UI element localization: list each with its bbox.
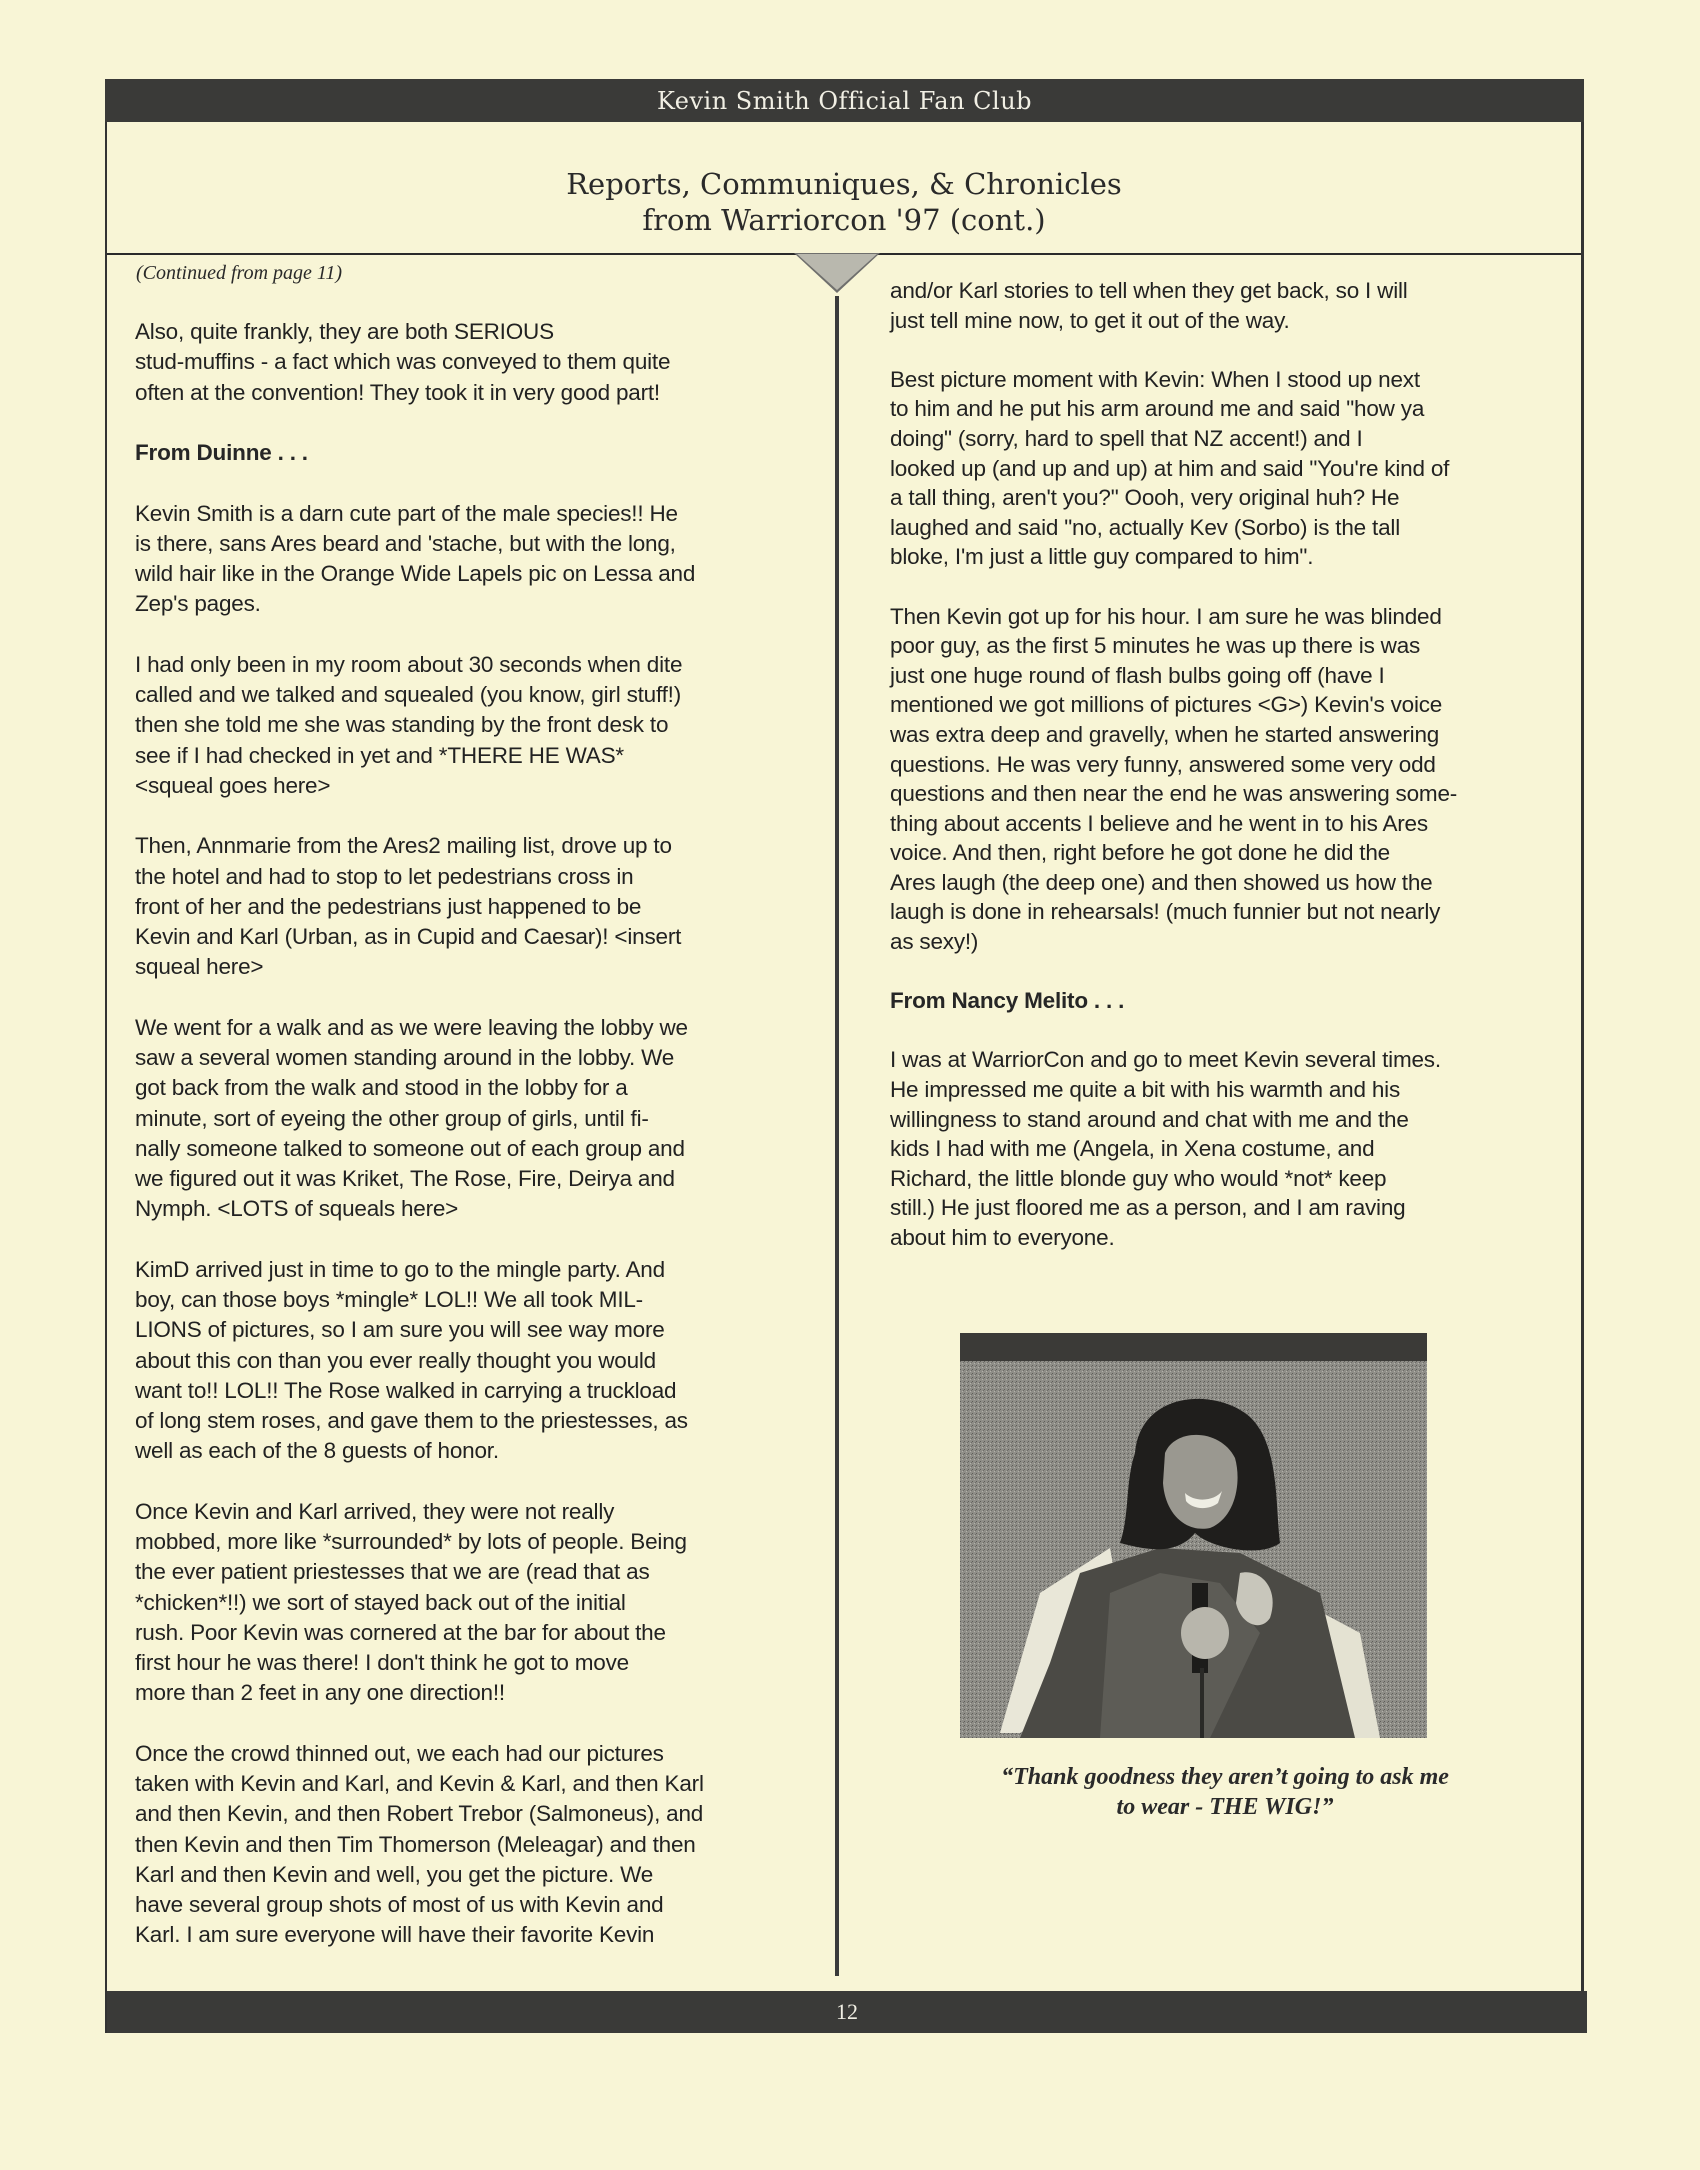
text-line: I was at WarriorCon and go to meet Kevin several times.: [890, 1047, 1441, 1073]
text-line: called and we talked and squealed (you know, girl stuff!): [135, 682, 682, 707]
text-line: questions and then near the end he was answering some-: [890, 781, 1458, 807]
text-line: minute, sort of eyeing the other group of girls, until fi-: [135, 1105, 649, 1131]
paragraph-break: [135, 1225, 815, 1255]
text-line: laugh is done in rehearsals! (much funnier but not nearly: [890, 899, 1441, 925]
text-line: <squeal goes here>: [135, 772, 331, 798]
text-line: Best picture moment with Kevin: When I stood up next: [890, 366, 1420, 392]
text-line: We went for a walk and as we were leaving the lobby we: [135, 1014, 688, 1040]
text-line: was extra deep and gravelly, when he started answering: [890, 721, 1440, 747]
text-line: a tall thing, aren't you?" Oooh, very original huh? He: [890, 485, 1400, 511]
text-line: mentioned we got millions of pictures <G>) Kevin's voice: [890, 692, 1443, 718]
text-line: want to!! LOL!! The Rose walked in carrying a truckload: [135, 1377, 677, 1403]
text-line: *chicken*!!) we sort of stayed back out of the initial: [135, 1589, 626, 1615]
text-line: more than 2 feet in any one direction!!: [135, 1680, 505, 1706]
paragraph-break: [135, 801, 815, 831]
text-line: to him and he put his arm around me and said "how ya: [890, 396, 1425, 422]
paragraph-break: [890, 572, 1570, 602]
text-line: often at the convention! They took it in very good part!: [135, 379, 660, 405]
text-line: squeal here>: [135, 954, 264, 980]
text-line: front of her and the pedestrians just happened to be: [135, 893, 642, 919]
header-bar: [105, 79, 1584, 122]
paragraph-break: [135, 468, 815, 498]
text-line: willingness to stand around and chat with me and the: [890, 1106, 1409, 1132]
article-subtitle: from Warriorcon '97 (cont.): [642, 203, 1046, 237]
text-line: Then Kevin got up for his hour. I am sure he was blinded: [890, 603, 1442, 629]
paragraph-break: [890, 335, 1570, 365]
right-column: [890, 276, 1570, 1253]
text-line: and then Kevin, and then Robert Trebor (Salmoneus), and: [135, 1801, 704, 1827]
text-line: looked up (and up and up) at him and said "You're kind of: [890, 455, 1450, 481]
photo-illustration: [960, 1333, 1427, 1738]
text-line: LIONS of pictures, so I am sure you will see way more: [135, 1317, 665, 1343]
text-line: stud-muffins - a fact which was conveyed to them quite: [135, 349, 671, 375]
page-number: 12: [836, 1999, 858, 2024]
text-line: Also, quite frankly, they are both SERIOUS: [135, 319, 554, 344]
text-line: about this con than you ever really thought you would: [135, 1347, 656, 1373]
article-title-box: [107, 122, 1581, 255]
text-line: thing about accents I believe and he went in to his Ares: [890, 810, 1428, 836]
text-line: taken with Kevin and Karl, and Kevin & Karl, and then Karl: [135, 1771, 704, 1796]
kevin-smith-photo: [960, 1333, 1427, 1738]
text-line: voice. And then, right before he got done he did the: [890, 840, 1390, 866]
text-line: kids I had with me (Angela, in Xena costume, and: [890, 1136, 1375, 1162]
text-line: boy, can those boys *mingle* LOL!! We all took MIL-: [135, 1287, 643, 1312]
text-line: about him to everyone.: [890, 1225, 1115, 1250]
text-line: nally someone talked to someone out of each group and: [135, 1135, 685, 1161]
text-line: Once Kevin and Karl arrived, they were not really: [135, 1498, 615, 1524]
text-line: KimD arrived just in time to go to the mingle party. And: [135, 1256, 665, 1282]
text-line: Ares laugh (the deep one) and then showed us how the: [890, 869, 1433, 895]
text-line: just tell mine now, to get it out of the way.: [890, 307, 1290, 333]
article-title: Reports, Communiques, & Chronicles: [566, 167, 1122, 201]
text-line: then Kevin and then Tim Thomerson (Meleagar) and then: [135, 1831, 696, 1857]
text-line: and/or Karl stories to tell when they get back, so I will: [890, 278, 1408, 303]
text-line: then she told me she was standing by the front desk to: [135, 712, 669, 738]
text-line: wild hair like in the Orange Wide Lapels pic on Lessa and: [135, 561, 696, 586]
footer-bar: [107, 1991, 1587, 2033]
text-line: Richard, the little blonde guy who would *not* keep: [890, 1165, 1387, 1191]
text-line: I had only been in my room about 30 seconds when dite: [135, 651, 683, 677]
text-line: as sexy!): [890, 929, 979, 955]
section-heading: From Nancy Melito . . .: [890, 988, 1125, 1014]
text-line: rush. Poor Kevin was cornered at the bar for about the: [135, 1619, 666, 1645]
paragraph-break: [135, 1709, 815, 1739]
text-line: laughed and said "no, actually Kev (Sorbo) is the tall: [890, 514, 1400, 540]
text-line: bloke, I'm just a little guy compared to him".: [890, 544, 1314, 570]
text-line: we figured out it was Kriket, The Rose, Fire, Deirya and: [135, 1166, 675, 1191]
text-line: Nymph. <LOTS of squeals here>: [135, 1196, 459, 1222]
text-line: of long stem roses, and gave them to the priestesses, as: [135, 1408, 688, 1433]
photo-caption-line-2: to wear - THE WIG!”: [1116, 1794, 1334, 1820]
text-line: Kevin and Karl (Urban, as in Cupid and Caesar)! <insert: [135, 924, 682, 949]
text-line: He impressed me quite a bit with his warmth and his: [890, 1077, 1401, 1103]
paragraph-break: [135, 620, 815, 650]
text-line: Karl. I am sure everyone will have their favorite Kevin: [135, 1922, 655, 1948]
text-line: got back from the walk and stood in the lobby for a: [135, 1075, 628, 1101]
text-line: just one huge round of flash bulbs going off (have I: [890, 662, 1385, 688]
text-line: doing" (sorry, hard to spell that NZ accent!) and I: [890, 425, 1363, 451]
text-line: Once the crowd thinned out, we each had our pictures: [135, 1740, 664, 1766]
text-line: mobbed, more like *surrounded* by lots of people. Being: [135, 1529, 687, 1554]
text-line: still.) He just floored me as a person, and I am raving: [890, 1195, 1406, 1221]
text-line: is there, sans Ares beard and 'stache, but with the long,: [135, 530, 676, 556]
text-line: saw a several women standing around in the lobby. We: [135, 1045, 675, 1070]
text-line: have several group shots of most of us with Kevin and: [135, 1892, 664, 1917]
text-line: first hour he was there! I don't think he got to move: [135, 1650, 629, 1675]
newsletter-title: Kevin Smith Official Fan Club: [656, 86, 1033, 115]
text-line: Zep's pages.: [135, 591, 261, 617]
text-line: poor guy, as the first 5 minutes he was up there is was: [890, 633, 1421, 659]
text-line: Then, Annmarie from the Ares2 mailing list, drove up to: [135, 833, 672, 859]
paragraph-break: [890, 1016, 1570, 1046]
continued-note: (Continued from page 11): [136, 262, 343, 284]
photo-caption-line-1: “Thank goodness they aren’t going to ask me: [1001, 1764, 1449, 1790]
text-line: Kevin Smith is a darn cute part of the male species!! He: [135, 500, 678, 526]
paragraph-break: [135, 983, 815, 1013]
left-column: [135, 317, 815, 1951]
section-heading: From Duinne . . .: [135, 440, 308, 465]
text-line: the hotel and had to stop to let pedestrians cross in: [135, 863, 634, 889]
paragraph-break: [135, 408, 815, 438]
column-divider: [835, 296, 839, 1976]
text-line: well as each of the 8 guests of honor.: [135, 1438, 499, 1464]
paragraph-break: [135, 1467, 815, 1497]
divider-triangle-fill: [797, 254, 877, 290]
paragraph-break: [890, 957, 1570, 987]
text-line: see if I had checked in yet and *THERE HE WAS*: [135, 742, 624, 768]
text-line: the ever patient priestesses that we are (read that as: [135, 1559, 650, 1585]
text-line: Karl and then Kevin and well, you get the picture. We: [135, 1861, 654, 1887]
text-line: questions. He was very funny, answered some very odd: [890, 751, 1436, 777]
